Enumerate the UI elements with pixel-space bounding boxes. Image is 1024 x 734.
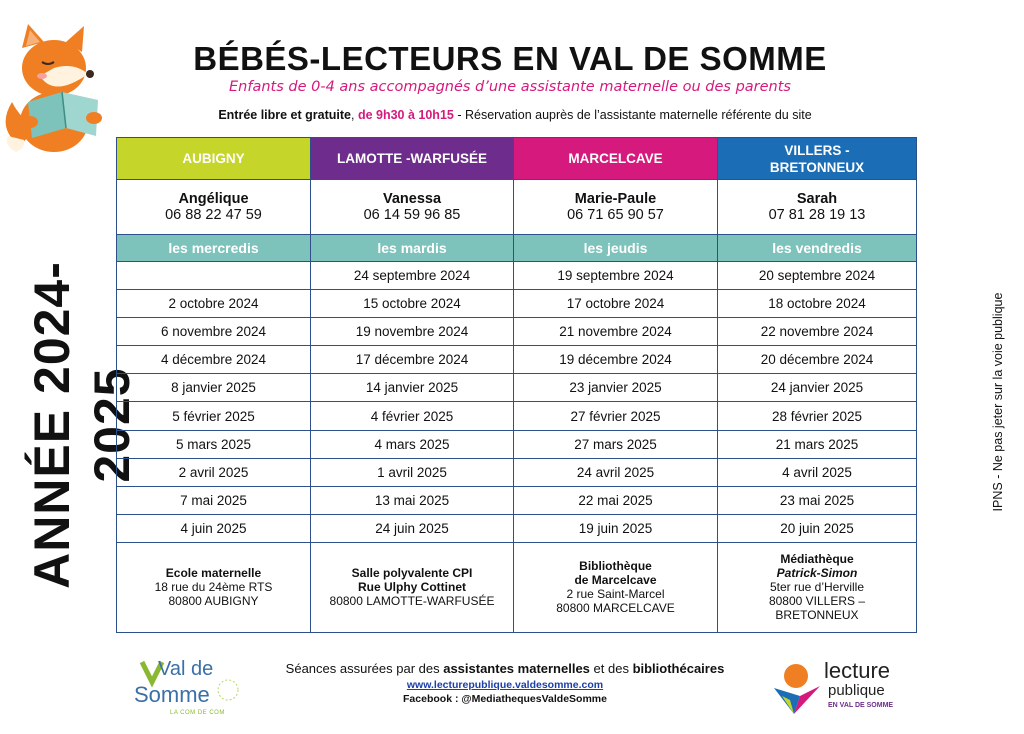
contact-phone: 06 88 22 47 59 — [165, 207, 262, 223]
date-cell: 13 mai 2025 — [311, 486, 514, 514]
ipns-note: IPNS - Ne pas jeter sur la voie publique — [991, 292, 1005, 512]
venue-name: Médiathèque — [780, 552, 854, 567]
date-cell: 14 janvier 2025 — [311, 374, 514, 402]
date-cell: 2 octobre 2024 — [117, 290, 311, 318]
logo-right-tagline: EN VAL DE SOMME — [828, 702, 894, 709]
contact-phone: 07 81 28 19 13 — [768, 207, 866, 223]
venue-cell — [514, 542, 718, 632]
page-subtitle: Enfants de 0-4 ans accompagnés d’une assistante maternelle ou des parents — [229, 79, 791, 95]
date-cell: 4 juin 2025 — [117, 514, 311, 542]
venue-address: 80800 AUBIGNY — [168, 594, 259, 609]
logo-right-line1: lecture — [824, 658, 891, 683]
date-cell — [117, 262, 311, 290]
date-cell: 4 février 2025 — [311, 402, 514, 430]
date-cell: 8 janvier 2025 — [117, 374, 311, 402]
venue-name-line2: de Marcelcave — [574, 573, 657, 588]
date-cell: 28 février 2025 — [718, 402, 917, 430]
date-cell: 24 juin 2025 — [311, 514, 514, 542]
date-row — [117, 430, 917, 458]
logo-right-line2: publique — [828, 682, 885, 699]
venue-cell — [718, 542, 917, 632]
date-row — [117, 290, 917, 318]
date-cell: 4 décembre 2024 — [117, 346, 311, 374]
footer-text-pre: Séances assurées par des — [285, 661, 444, 676]
session-time: de 9h30 à 10h15 — [357, 108, 454, 122]
date-cell: 24 avril 2025 — [514, 458, 718, 486]
venue-row — [117, 542, 917, 632]
date-cell: 7 mai 2025 — [117, 486, 311, 514]
venue-cell — [311, 542, 514, 632]
contact-cell — [117, 180, 311, 235]
date-cell: 22 mai 2025 — [514, 486, 718, 514]
logo-left-tagline: LA COM DE COM — [170, 710, 225, 716]
footer — [245, 661, 765, 705]
info-line — [120, 108, 910, 122]
site-header-lamotte: LAMOTTE -WARFUSÉE — [311, 138, 514, 180]
logo-left-line2: Somme — [134, 682, 210, 707]
date-cell: 19 septembre 2024 — [514, 262, 718, 290]
site-header-row — [117, 138, 917, 180]
date-cell: 24 septembre 2024 — [311, 262, 514, 290]
reservation-text: - Réservation auprès de l’assistante maternelle référente du site — [453, 108, 812, 122]
facebook-handle: Facebook : @MediathequesValdeSomme — [403, 693, 607, 705]
date-cell: 4 avril 2025 — [718, 458, 917, 486]
weekday-cell: les jeudis — [514, 235, 718, 262]
contact-cell — [718, 180, 917, 235]
fox-reading-illustration — [2, 18, 112, 168]
page-title: BÉBÉS-LECTEURS EN VAL DE SOMME — [193, 40, 827, 77]
date-cell: 24 janvier 2025 — [718, 374, 917, 402]
venue-name: Salle polyvalente CPI — [351, 566, 473, 581]
date-row — [117, 486, 917, 514]
date-cell: 4 mars 2025 — [311, 430, 514, 458]
date-cell: 27 mars 2025 — [514, 430, 718, 458]
venue-address: 80800 LAMOTTE-WARFUSÉE — [329, 594, 495, 609]
weekday-cell: les vendredis — [718, 235, 917, 262]
venue-name: Ecole maternelle — [165, 566, 262, 581]
lecture-publique-logo-mark — [770, 656, 830, 722]
contact-name: Sarah — [796, 191, 838, 207]
weekday-cell: les mardis — [311, 235, 514, 262]
footer-sessions-line — [245, 661, 765, 676]
date-cell: 5 mars 2025 — [117, 430, 311, 458]
venue-address: 2 rue Saint-Marcel — [566, 587, 665, 602]
date-cell: 17 octobre 2024 — [514, 290, 718, 318]
schedule-table — [116, 137, 917, 633]
contact-cell — [514, 180, 718, 235]
info-separator: , — [351, 108, 358, 122]
free-entry-text: Entrée libre et gratuite — [218, 108, 351, 122]
date-row — [117, 514, 917, 542]
footer-text-b1: assistantes maternelles — [443, 661, 590, 676]
site-header-marcelcave: MARCELCAVE — [514, 138, 718, 180]
date-cell: 23 mai 2025 — [718, 486, 917, 514]
date-cell: 23 janvier 2025 — [514, 374, 718, 402]
date-row — [117, 346, 917, 374]
date-cell: 19 décembre 2024 — [514, 346, 718, 374]
venue-name-line2: Rue Ulphy Cottinet — [358, 580, 466, 595]
contact-phone: 06 14 59 96 85 — [363, 207, 461, 223]
date-cell: 15 octobre 2024 — [311, 290, 514, 318]
school-year-label: ANNÉE 2024-2025 — [24, 261, 140, 589]
contact-name: Angélique — [178, 191, 249, 207]
contact-cell — [311, 180, 514, 235]
date-cell: 2 avril 2025 — [117, 458, 311, 486]
site-header-aubigny: AUBIGNY — [117, 138, 311, 180]
date-cell: 22 novembre 2024 — [718, 318, 917, 346]
venue-address: 80800 VILLERS – — [768, 594, 866, 609]
weekday-row — [117, 235, 917, 262]
val-de-somme-logo — [128, 656, 248, 722]
date-cell: 1 avril 2025 — [311, 458, 514, 486]
website-link[interactable]: www.lecturepublique.valdesomme.com — [406, 679, 604, 691]
footer-text-b2: bibliothécaires — [632, 661, 725, 676]
date-cell: 5 février 2025 — [117, 402, 311, 430]
venue-cell — [117, 542, 311, 632]
date-cell: 27 février 2025 — [514, 402, 718, 430]
date-cell: 20 juin 2025 — [718, 514, 917, 542]
contact-name: Marie-Paule — [574, 191, 657, 207]
venue-address: BRETONNEUX — [775, 608, 859, 623]
footer-text-mid: et des — [589, 661, 633, 676]
date-cell: 6 novembre 2024 — [117, 318, 311, 346]
contact-row — [117, 180, 917, 235]
weekday-cell: les mercredis — [117, 235, 311, 262]
site-header-villers — [718, 138, 917, 180]
date-cell: 20 décembre 2024 — [718, 346, 917, 374]
date-row — [117, 262, 917, 290]
date-row — [117, 458, 917, 486]
contact-phone: 06 71 65 90 57 — [567, 207, 664, 223]
contact-name: Vanessa — [382, 191, 442, 207]
date-cell: 19 novembre 2024 — [311, 318, 514, 346]
date-row — [117, 374, 917, 402]
date-cell: 19 juin 2025 — [514, 514, 718, 542]
date-row — [117, 402, 917, 430]
logo-left-line1: Val de — [158, 658, 214, 680]
site-header-villers-label: VILLERS - BRETONNEUX — [769, 142, 865, 175]
venue-address: 80800 MARCELCAVE — [556, 601, 675, 616]
date-row — [117, 318, 917, 346]
date-cell: 20 septembre 2024 — [718, 262, 917, 290]
venue-address: 18 rue du 24ème RTS — [154, 580, 273, 595]
lecture-publique-logo — [770, 656, 910, 722]
venue-address: 5ter rue d’Herville — [769, 580, 865, 595]
date-cell: 17 décembre 2024 — [311, 346, 514, 374]
venue-name-line2: Patrick-Simon — [776, 566, 858, 581]
date-cell: 21 novembre 2024 — [514, 318, 718, 346]
venue-name: Bibliothèque — [579, 559, 652, 574]
date-cell: 18 octobre 2024 — [718, 290, 917, 318]
date-cell: 21 mars 2025 — [718, 430, 917, 458]
